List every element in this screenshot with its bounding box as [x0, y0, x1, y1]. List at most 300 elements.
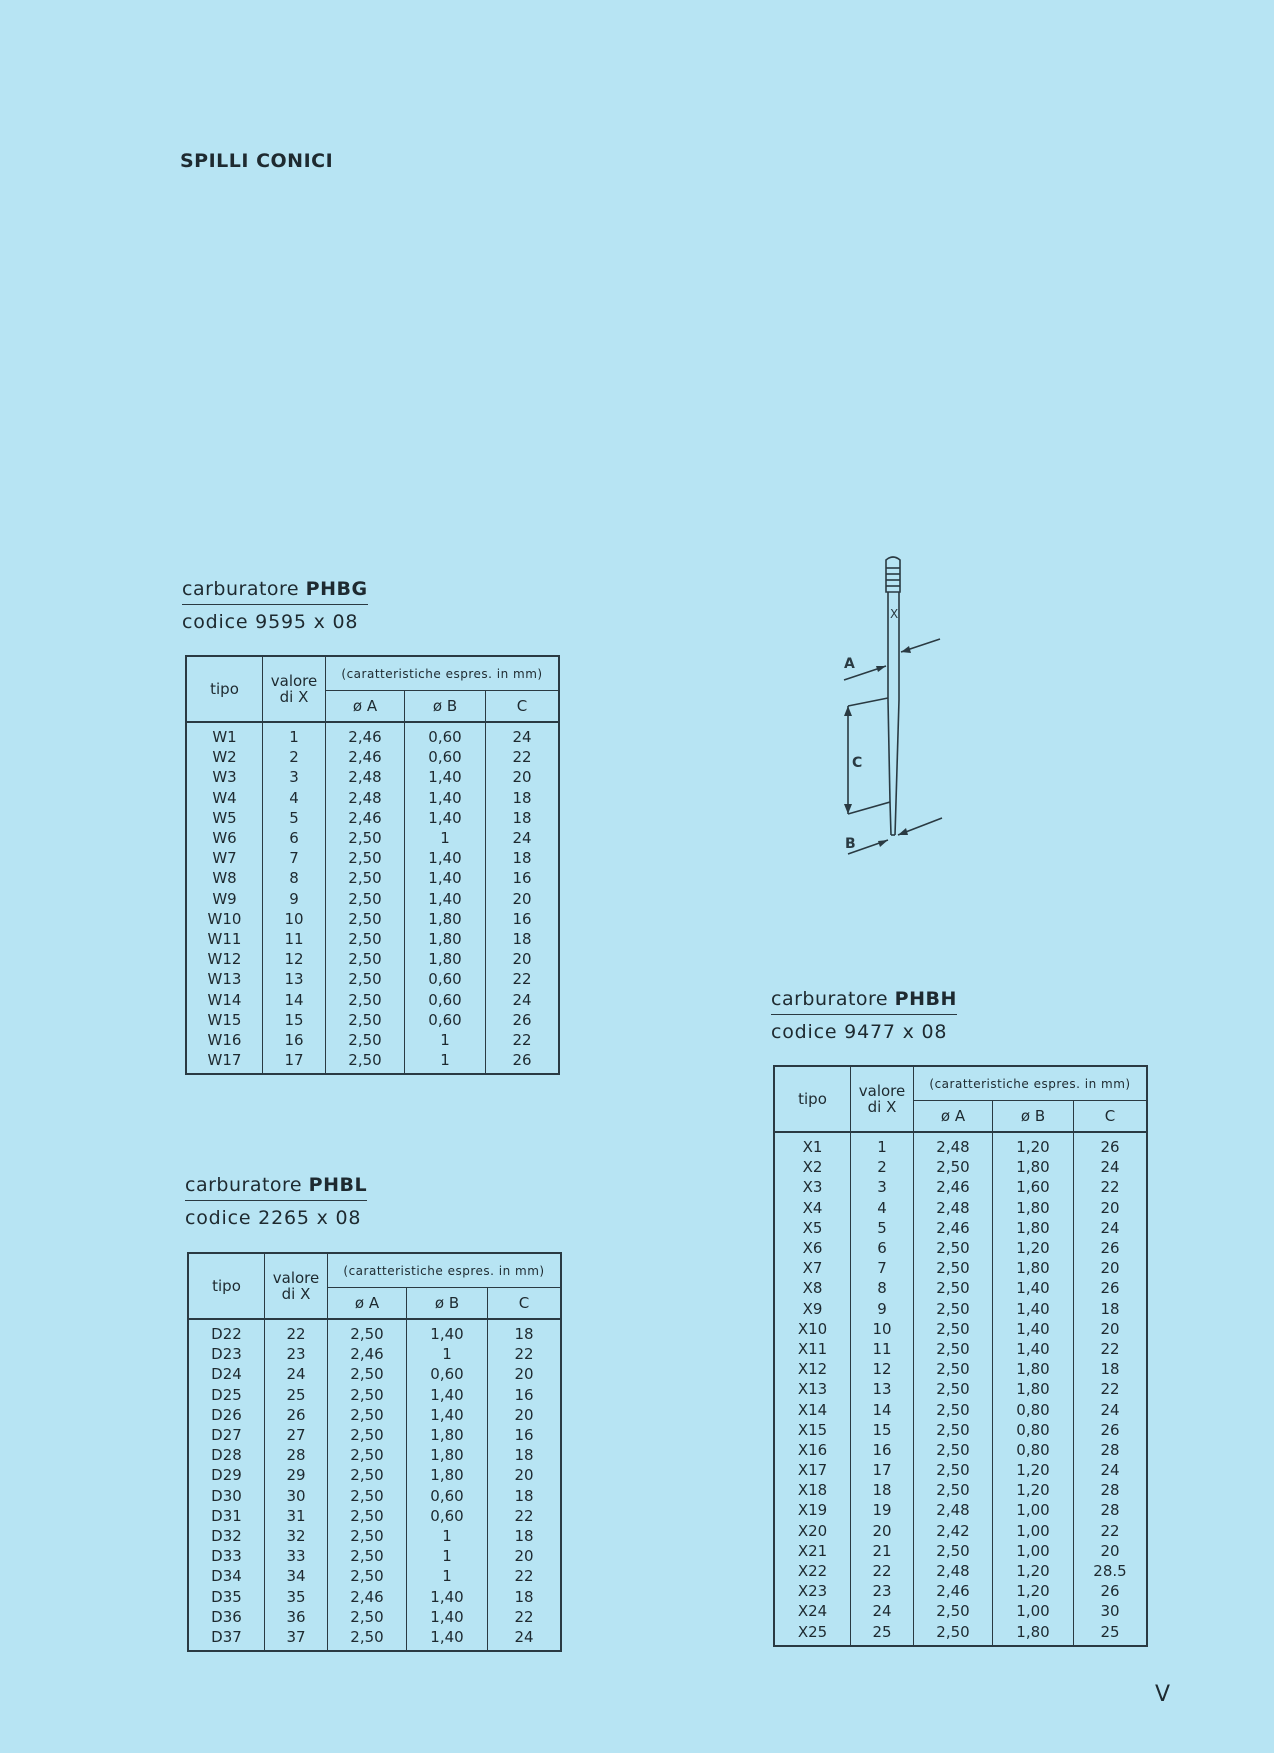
- table-row: [188, 1546, 561, 1566]
- cell-dia-a: 2,50: [326, 909, 405, 929]
- label-a: A: [844, 656, 855, 672]
- cell-tipo: D26: [188, 1405, 265, 1425]
- cell-c: 24: [486, 828, 560, 848]
- cell-c: 24: [1074, 1218, 1148, 1238]
- cell-valore-x: 28: [265, 1445, 328, 1465]
- table-row: [774, 1541, 1147, 1561]
- cell-c: 16: [488, 1385, 562, 1405]
- cell-dia-a: 2,50: [328, 1425, 407, 1445]
- cell-c: 28: [1074, 1480, 1148, 1500]
- cell-dia-a: 2,50: [914, 1359, 993, 1379]
- table-row: [774, 1339, 1147, 1359]
- cell-dia-a: 2,50: [328, 1465, 407, 1485]
- cell-tipo: W5: [186, 808, 263, 828]
- cell-dia-b: 1: [405, 828, 486, 848]
- cell-dia-a: 2,50: [328, 1486, 407, 1506]
- cell-valore-x: 37: [265, 1627, 328, 1651]
- cell-c: 16: [488, 1425, 562, 1445]
- cell-dia-a: 2,48: [326, 788, 405, 808]
- table-row: [186, 808, 559, 828]
- cell-dia-b: 1,40: [407, 1607, 488, 1627]
- cell-c: 28.5: [1074, 1561, 1148, 1581]
- cell-tipo: D31: [188, 1506, 265, 1526]
- cell-valore-x: 10: [263, 909, 326, 929]
- cell-dia-b: 1,00: [993, 1541, 1074, 1561]
- cell-dia-a: 2,50: [328, 1506, 407, 1526]
- cell-valore-x: 30: [265, 1486, 328, 1506]
- table-row: [774, 1460, 1147, 1480]
- cell-valore-x: 6: [263, 828, 326, 848]
- table-row: [186, 889, 559, 909]
- carburetor-model: PHBL: [308, 1174, 368, 1196]
- carburetor-label: carburatore: [182, 578, 300, 600]
- cell-tipo: X5: [774, 1218, 851, 1238]
- cell-c: 26: [1074, 1420, 1148, 1440]
- table-row: [188, 1364, 561, 1384]
- cell-dia-a: 2,50: [914, 1399, 993, 1419]
- cell-tipo: X22: [774, 1561, 851, 1581]
- cell-dia-b: 1,80: [405, 929, 486, 949]
- cell-c: 30: [1074, 1601, 1148, 1621]
- header-caratteristiche: (caratteristiche espres. in mm): [328, 1253, 562, 1288]
- table-row: [774, 1359, 1147, 1379]
- cell-c: 24: [1074, 1157, 1148, 1177]
- cell-valore-x: 23: [851, 1581, 914, 1601]
- code-line: codice 2265 x 08: [185, 1207, 362, 1229]
- cell-dia-a: 2,48: [914, 1132, 993, 1157]
- cell-dia-a: 2,50: [328, 1364, 407, 1384]
- header-c: C: [1074, 1101, 1148, 1133]
- cell-dia-b: 1,40: [405, 767, 486, 787]
- cell-valore-x: 6: [851, 1238, 914, 1258]
- cell-valore-x: 25: [851, 1622, 914, 1646]
- label-x: X: [890, 607, 899, 621]
- cell-dia-a: 2,46: [914, 1218, 993, 1238]
- cell-valore-x: 15: [851, 1420, 914, 1440]
- table-row: [186, 949, 559, 969]
- table-row: [774, 1258, 1147, 1278]
- cell-valore-x: 8: [263, 868, 326, 888]
- header-valore-x: valore di X: [263, 656, 326, 722]
- cell-c: 26: [1074, 1581, 1148, 1601]
- cell-c: 18: [486, 848, 560, 868]
- cell-dia-a: 2,50: [914, 1480, 993, 1500]
- cell-dia-a: 2,50: [326, 1010, 405, 1030]
- cell-c: 16: [486, 868, 560, 888]
- cell-tipo: D35: [188, 1586, 265, 1606]
- cell-valore-x: 35: [265, 1586, 328, 1606]
- tapered-needle-diagram: [830, 550, 970, 870]
- header-c: C: [486, 691, 560, 723]
- cell-dia-a: 2,46: [326, 747, 405, 767]
- cell-tipo: X13: [774, 1379, 851, 1399]
- table-row: [186, 929, 559, 949]
- cell-valore-x: 13: [263, 969, 326, 989]
- cell-c: 20: [1074, 1319, 1148, 1339]
- table-row: [774, 1420, 1147, 1440]
- table-row: [774, 1299, 1147, 1319]
- cell-dia-a: 2,50: [328, 1319, 407, 1344]
- table-row: [774, 1521, 1147, 1541]
- cell-c: 22: [486, 747, 560, 767]
- cell-tipo: W14: [186, 989, 263, 1009]
- cell-dia-a: 2,48: [326, 767, 405, 787]
- cell-valore-x: 12: [851, 1359, 914, 1379]
- code-line: codice 9595 x 08: [182, 611, 359, 633]
- cell-dia-b: 1,40: [993, 1319, 1074, 1339]
- cell-dia-b: 1,80: [407, 1465, 488, 1485]
- cell-c: 18: [488, 1586, 562, 1606]
- carburetor-model: PHBH: [894, 988, 957, 1010]
- cell-c: 26: [486, 1010, 560, 1030]
- header-tipo: tipo: [188, 1253, 265, 1319]
- cell-dia-b: 1: [407, 1546, 488, 1566]
- cell-c: 18: [488, 1526, 562, 1546]
- cell-dia-b: 0,60: [405, 722, 486, 747]
- table-header: [774, 1066, 1147, 1132]
- cell-tipo: X23: [774, 1581, 851, 1601]
- cell-tipo: X7: [774, 1258, 851, 1278]
- cell-dia-a: 2,50: [914, 1460, 993, 1480]
- cell-tipo: X14: [774, 1399, 851, 1419]
- cell-dia-a: 2,50: [914, 1601, 993, 1621]
- table-row: [774, 1218, 1147, 1238]
- cell-tipo: W13: [186, 969, 263, 989]
- cell-tipo: W17: [186, 1050, 263, 1074]
- code-line: codice 9477 x 08: [771, 1021, 948, 1043]
- cell-valore-x: 17: [851, 1460, 914, 1480]
- cell-dia-a: 2,50: [326, 989, 405, 1009]
- cell-valore-x: 16: [851, 1440, 914, 1460]
- cell-dia-b: 1,80: [993, 1622, 1074, 1646]
- header-dia-a: ø A: [326, 691, 405, 723]
- header-dia-b: ø B: [993, 1101, 1074, 1133]
- table-row: [186, 868, 559, 888]
- table-row: [186, 848, 559, 868]
- cell-valore-x: 22: [851, 1561, 914, 1581]
- cell-dia-a: 2,50: [328, 1445, 407, 1465]
- cell-dia-b: 1,80: [407, 1445, 488, 1465]
- cell-dia-a: 2,48: [914, 1561, 993, 1581]
- cell-dia-b: 1,80: [405, 909, 486, 929]
- cell-tipo: X9: [774, 1299, 851, 1319]
- cell-dia-a: 2,50: [328, 1526, 407, 1546]
- cell-tipo: X17: [774, 1460, 851, 1480]
- cell-dia-a: 2,42: [914, 1521, 993, 1541]
- cell-c: 20: [488, 1465, 562, 1485]
- table-row: [774, 1278, 1147, 1298]
- table-row: [774, 1581, 1147, 1601]
- cell-dia-a: 2,50: [914, 1622, 993, 1646]
- cell-dia-a: 2,48: [914, 1198, 993, 1218]
- cell-c: 16: [486, 909, 560, 929]
- table-row: [186, 969, 559, 989]
- cell-dia-b: 1,80: [993, 1359, 1074, 1379]
- table-body: [188, 1319, 561, 1651]
- cell-valore-x: 21: [851, 1541, 914, 1561]
- cell-dia-a: 2,46: [914, 1177, 993, 1197]
- table-header: [188, 1253, 561, 1319]
- table-row: [774, 1500, 1147, 1520]
- cell-valore-x: 15: [263, 1010, 326, 1030]
- cell-c: 24: [486, 989, 560, 1009]
- cell-c: 22: [1074, 1339, 1148, 1359]
- cell-tipo: X10: [774, 1319, 851, 1339]
- cell-c: 22: [486, 1030, 560, 1050]
- cell-tipo: W2: [186, 747, 263, 767]
- cell-tipo: W8: [186, 868, 263, 888]
- page-title: SPILLI CONICI: [180, 150, 334, 172]
- cell-dia-b: 0,60: [407, 1486, 488, 1506]
- cell-valore-x: 1: [851, 1132, 914, 1157]
- cell-tipo: D33: [188, 1546, 265, 1566]
- cell-dia-b: 0,60: [405, 969, 486, 989]
- cell-tipo: X16: [774, 1440, 851, 1460]
- cell-tipo: W4: [186, 788, 263, 808]
- cell-tipo: W10: [186, 909, 263, 929]
- cell-tipo: X4: [774, 1198, 851, 1218]
- cell-dia-b: 1,40: [405, 889, 486, 909]
- cell-tipo: D25: [188, 1385, 265, 1405]
- cell-valore-x: 11: [851, 1339, 914, 1359]
- cell-tipo: X24: [774, 1601, 851, 1621]
- cell-valore-x: 22: [265, 1319, 328, 1344]
- cell-valore-x: 3: [263, 767, 326, 787]
- cell-valore-x: 9: [851, 1299, 914, 1319]
- table-row: [774, 1399, 1147, 1419]
- table-row: [188, 1607, 561, 1627]
- cell-c: 26: [1074, 1132, 1148, 1157]
- label-c: C: [852, 755, 863, 771]
- table-row: [186, 788, 559, 808]
- cell-valore-x: 14: [851, 1399, 914, 1419]
- cell-c: 20: [1074, 1258, 1148, 1278]
- section-head-phbh: [771, 988, 957, 1043]
- cell-dia-a: 2,50: [914, 1339, 993, 1359]
- table-row: [188, 1319, 561, 1344]
- table-row: [774, 1561, 1147, 1581]
- table-row: [186, 747, 559, 767]
- cell-dia-a: 2,50: [914, 1157, 993, 1177]
- cell-valore-x: 5: [851, 1218, 914, 1238]
- cell-c: 20: [488, 1364, 562, 1384]
- table-row: [186, 767, 559, 787]
- cell-dia-a: 2,46: [326, 722, 405, 747]
- cell-c: 28: [1074, 1440, 1148, 1460]
- cell-dia-b: 1,00: [993, 1601, 1074, 1621]
- cell-valore-x: 8: [851, 1278, 914, 1298]
- cell-tipo: X3: [774, 1177, 851, 1197]
- section-head-phbg: [182, 578, 368, 633]
- cell-tipo: D34: [188, 1566, 265, 1586]
- cell-tipo: X19: [774, 1500, 851, 1520]
- cell-valore-x: 12: [263, 949, 326, 969]
- cell-c: 24: [1074, 1460, 1148, 1480]
- cell-dia-b: 1,40: [407, 1405, 488, 1425]
- header-dia-b: ø B: [405, 691, 486, 723]
- cell-c: 28: [1074, 1500, 1148, 1520]
- cell-dia-b: 1,40: [407, 1627, 488, 1651]
- cell-valore-x: 7: [263, 848, 326, 868]
- cell-c: 20: [486, 949, 560, 969]
- cell-dia-b: 1,40: [407, 1319, 488, 1344]
- cell-dia-b: 0,60: [405, 1010, 486, 1030]
- cell-c: 26: [486, 1050, 560, 1074]
- cell-tipo: X25: [774, 1622, 851, 1646]
- carburetor-label: carburatore: [771, 988, 889, 1010]
- cell-c: 18: [486, 808, 560, 828]
- table-row: [188, 1405, 561, 1425]
- cell-tipo: D37: [188, 1627, 265, 1651]
- cell-dia-a: 2,50: [326, 848, 405, 868]
- cell-tipo: X21: [774, 1541, 851, 1561]
- cell-valore-x: 31: [265, 1506, 328, 1526]
- header-c: C: [488, 1288, 562, 1320]
- cell-tipo: X1: [774, 1132, 851, 1157]
- cell-valore-x: 13: [851, 1379, 914, 1399]
- cell-dia-a: 2,46: [914, 1581, 993, 1601]
- cell-dia-a: 2,50: [328, 1607, 407, 1627]
- cell-tipo: D24: [188, 1364, 265, 1384]
- cell-dia-b: 1: [405, 1030, 486, 1050]
- cell-dia-b: 0,80: [993, 1440, 1074, 1460]
- cell-tipo: X12: [774, 1359, 851, 1379]
- cell-tipo: D36: [188, 1607, 265, 1627]
- cell-dia-b: 1,20: [993, 1561, 1074, 1581]
- table-row: [774, 1198, 1147, 1218]
- cell-dia-a: 2,50: [326, 868, 405, 888]
- cell-c: 18: [1074, 1299, 1148, 1319]
- cell-valore-x: 36: [265, 1607, 328, 1627]
- cell-valore-x: 5: [263, 808, 326, 828]
- cell-c: 24: [486, 722, 560, 747]
- cell-dia-b: 1,40: [993, 1299, 1074, 1319]
- cell-dia-b: 1: [405, 1050, 486, 1074]
- carburetor-model: PHBG: [305, 578, 368, 600]
- cell-c: 20: [488, 1405, 562, 1425]
- carburetor-title: [182, 578, 368, 605]
- cell-valore-x: 14: [263, 989, 326, 1009]
- cell-dia-b: 1,20: [993, 1238, 1074, 1258]
- table-row: [774, 1440, 1147, 1460]
- cell-valore-x: 2: [263, 747, 326, 767]
- table-row: [188, 1506, 561, 1526]
- cell-dia-a: 2,48: [914, 1500, 993, 1520]
- table-row: [188, 1586, 561, 1606]
- table-row: [188, 1486, 561, 1506]
- cell-c: 20: [1074, 1541, 1148, 1561]
- cell-valore-x: 3: [851, 1177, 914, 1197]
- cell-dia-a: 2,50: [914, 1238, 993, 1258]
- cell-dia-a: 2,50: [326, 1050, 405, 1074]
- table-row: [186, 1030, 559, 1050]
- cell-c: 18: [488, 1486, 562, 1506]
- table-body: [186, 722, 559, 1074]
- cell-valore-x: 20: [851, 1521, 914, 1541]
- cell-tipo: W1: [186, 722, 263, 747]
- cell-dia-b: 1,20: [993, 1460, 1074, 1480]
- cell-c: 22: [486, 969, 560, 989]
- cell-dia-a: 2,50: [914, 1440, 993, 1460]
- cell-dia-b: 1,40: [405, 848, 486, 868]
- cell-dia-a: 2,50: [326, 889, 405, 909]
- cell-dia-b: 1,40: [405, 788, 486, 808]
- cell-dia-b: 1: [407, 1526, 488, 1546]
- cell-valore-x: 26: [265, 1405, 328, 1425]
- cell-c: 25: [1074, 1622, 1148, 1646]
- table-row: [774, 1622, 1147, 1646]
- cell-valore-x: 18: [851, 1480, 914, 1500]
- cell-tipo: W7: [186, 848, 263, 868]
- cell-tipo: X15: [774, 1420, 851, 1440]
- cell-dia-b: 1: [407, 1566, 488, 1586]
- cell-dia-a: 2,46: [328, 1586, 407, 1606]
- cell-valore-x: 24: [265, 1364, 328, 1384]
- cell-dia-a: 2,50: [328, 1405, 407, 1425]
- carburetor-title: [185, 1174, 367, 1201]
- cell-tipo: X6: [774, 1238, 851, 1258]
- cell-c: 22: [488, 1506, 562, 1526]
- cell-dia-b: 1,40: [405, 868, 486, 888]
- cell-c: 18: [1074, 1359, 1148, 1379]
- table-row: [188, 1385, 561, 1405]
- cell-tipo: D22: [188, 1319, 265, 1344]
- cell-valore-x: 29: [265, 1465, 328, 1485]
- cell-dia-b: 1,40: [993, 1278, 1074, 1298]
- cell-dia-b: 1,40: [993, 1339, 1074, 1359]
- cell-dia-b: 1,40: [405, 808, 486, 828]
- cell-valore-x: 16: [263, 1030, 326, 1050]
- cell-c: 18: [488, 1445, 562, 1465]
- cell-dia-b: 0,60: [405, 989, 486, 1009]
- header-dia-a: ø A: [328, 1288, 407, 1320]
- cell-dia-b: 0,80: [993, 1399, 1074, 1419]
- cell-valore-x: 27: [265, 1425, 328, 1445]
- table-row: [774, 1177, 1147, 1197]
- table-row: [186, 989, 559, 1009]
- cell-valore-x: 1: [263, 722, 326, 747]
- cell-tipo: X8: [774, 1278, 851, 1298]
- cell-dia-a: 2,50: [326, 828, 405, 848]
- cell-dia-a: 2,50: [326, 969, 405, 989]
- table-row: [186, 909, 559, 929]
- cell-valore-x: 25: [265, 1385, 328, 1405]
- cell-c: 18: [486, 788, 560, 808]
- cell-c: 18: [488, 1319, 562, 1344]
- cell-tipo: W16: [186, 1030, 263, 1050]
- cell-valore-x: 4: [851, 1198, 914, 1218]
- needle-table-phbg: [185, 655, 560, 1075]
- header-valore-x: valore di X: [265, 1253, 328, 1319]
- cell-tipo: X20: [774, 1521, 851, 1541]
- needle-table-phbh: [773, 1065, 1148, 1647]
- table-row: [774, 1319, 1147, 1339]
- cell-tipo: D27: [188, 1425, 265, 1445]
- label-b: B: [845, 836, 856, 852]
- cell-c: 24: [488, 1627, 562, 1651]
- cell-dia-b: 1,40: [407, 1385, 488, 1405]
- cell-dia-b: 1,80: [993, 1218, 1074, 1238]
- table-row: [774, 1379, 1147, 1399]
- cell-c: 26: [1074, 1278, 1148, 1298]
- cell-c: 20: [486, 767, 560, 787]
- carburetor-title: [771, 988, 957, 1015]
- header-valore-x: valore di X: [851, 1066, 914, 1132]
- table-row: [188, 1566, 561, 1586]
- cell-valore-x: 33: [265, 1546, 328, 1566]
- header-caratteristiche: (caratteristiche espres. in mm): [914, 1066, 1148, 1101]
- cell-valore-x: 7: [851, 1258, 914, 1278]
